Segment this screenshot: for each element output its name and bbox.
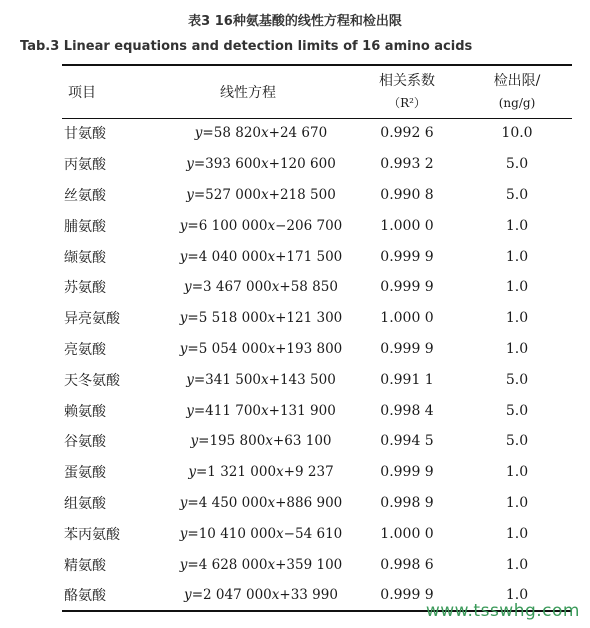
cell-amino-acid: 亮氨酸 <box>64 341 106 358</box>
cell-linear-equation: y=4 040 000x+171 500 <box>179 248 343 265</box>
cell-linear-equation: y=6 100 000x−206 700 <box>179 217 343 234</box>
table-row <box>62 303 572 334</box>
cell-detection-limit: 1.0 <box>505 340 529 357</box>
cell-correlation: 0.998 9 <box>380 494 434 511</box>
cell-linear-equation: y=5 054 000x+193 800 <box>179 340 343 357</box>
table-row <box>62 395 572 426</box>
header-correlation-line1: 相关系数 <box>379 73 435 89</box>
cell-correlation: 0.998 6 <box>380 556 434 573</box>
header-correlation <box>352 66 462 118</box>
table-row <box>62 518 572 549</box>
cell-correlation: 1.000 0 <box>380 525 434 542</box>
cell-amino-acid: 丙氨酸 <box>64 157 106 174</box>
cell-detection-limit: 5.0 <box>505 371 529 388</box>
cell-amino-acid: 蛋氨酸 <box>64 465 106 482</box>
header-item: 项目 <box>68 85 96 101</box>
header-correlation-line2: （R²） <box>388 96 426 110</box>
cell-amino-acid: 缬氨酸 <box>64 249 106 266</box>
table-row <box>62 334 572 365</box>
cell-correlation: 0.998 4 <box>380 402 434 419</box>
table-caption-chinese: 表3 16种氨基酸的线性方程和检出限 <box>188 14 402 29</box>
cell-correlation: 0.999 9 <box>380 464 434 481</box>
table-caption-english: Tab.3 Linear equations and detection limits of 16 amino acids <box>20 39 473 54</box>
table-row <box>62 426 572 457</box>
cell-detection-limit: 5.0 <box>505 433 529 450</box>
cell-linear-equation: y=527 000x+218 500 <box>186 186 336 203</box>
table-row <box>62 118 572 149</box>
cell-correlation: 0.999 9 <box>380 279 434 296</box>
cell-detection-limit: 5.0 <box>505 186 529 203</box>
table-row <box>62 272 572 303</box>
cell-amino-acid: 异亮氨酸 <box>64 311 120 328</box>
cell-detection-limit: 1.0 <box>505 556 529 573</box>
cell-linear-equation: y=10 410 000x−54 610 <box>179 525 343 542</box>
amino-acid-table <box>62 66 572 611</box>
header-detection-limit-line1: 检出限/ <box>493 73 541 89</box>
cell-detection-limit: 1.0 <box>505 525 529 542</box>
cell-amino-acid: 苯丙氨酸 <box>64 526 120 543</box>
table-row <box>62 149 572 180</box>
cell-linear-equation: y=58 820x+24 670 <box>194 125 328 142</box>
site-watermark: www.tsswhg.com <box>425 601 580 621</box>
cell-detection-limit: 1.0 <box>505 217 529 234</box>
cell-correlation: 0.999 9 <box>380 587 434 604</box>
table-row <box>62 549 572 580</box>
table-row <box>62 210 572 241</box>
cell-amino-acid: 天冬氨酸 <box>64 372 120 389</box>
header-detection-limit <box>462 66 572 118</box>
cell-amino-acid: 苏氨酸 <box>64 280 106 297</box>
cell-linear-equation: y=195 800x+63 100 <box>190 433 332 450</box>
cell-linear-equation: y=341 500x+143 500 <box>186 371 336 388</box>
table-row <box>62 180 572 211</box>
header-detection-limit-line2: (ng/g) <box>498 96 536 110</box>
cell-detection-limit: 1.0 <box>505 494 529 511</box>
cell-correlation: 0.994 5 <box>380 433 434 450</box>
table-header-row <box>62 66 572 118</box>
cell-amino-acid: 酪氨酸 <box>64 588 106 605</box>
cell-correlation: 1.000 0 <box>380 217 434 234</box>
cell-linear-equation: y=1 321 000x+9 237 <box>188 464 334 481</box>
cell-detection-limit: 1.0 <box>505 587 529 604</box>
cell-correlation: 0.990 8 <box>380 186 434 203</box>
cell-amino-acid: 丝氨酸 <box>64 187 106 204</box>
table-row <box>62 457 572 488</box>
cell-amino-acid: 精氨酸 <box>64 557 106 574</box>
cell-linear-equation: y=393 600x+120 600 <box>186 156 336 173</box>
cell-amino-acid: 脯氨酸 <box>64 218 106 235</box>
cell-correlation: 0.999 9 <box>380 340 434 357</box>
table-body <box>62 118 572 611</box>
table-row <box>62 364 572 395</box>
table-row <box>62 241 572 272</box>
cell-correlation: 0.993 2 <box>380 156 434 173</box>
cell-detection-limit: 5.0 <box>505 156 529 173</box>
table-row <box>62 488 572 519</box>
cell-detection-limit: 5.0 <box>505 402 529 419</box>
cell-linear-equation: y=4 450 000x+886 900 <box>179 494 343 511</box>
cell-detection-limit: 10.0 <box>501 125 533 142</box>
cell-correlation: 0.992 6 <box>380 125 434 142</box>
cell-linear-equation: y=5 518 000x+121 300 <box>179 310 343 327</box>
cell-amino-acid: 甘氨酸 <box>64 126 106 143</box>
cell-amino-acid: 组氨酸 <box>64 495 106 512</box>
cell-amino-acid: 谷氨酸 <box>64 434 106 451</box>
cell-correlation: 0.999 9 <box>380 248 434 265</box>
cell-detection-limit: 1.0 <box>505 279 529 296</box>
cell-correlation: 1.000 0 <box>380 310 434 327</box>
header-equation: 线性方程 <box>220 85 276 101</box>
cell-detection-limit: 1.0 <box>505 464 529 481</box>
cell-detection-limit: 1.0 <box>505 248 529 265</box>
cell-linear-equation: y=3 467 000x+58 850 <box>184 279 338 296</box>
cell-detection-limit: 1.0 <box>505 310 529 327</box>
cell-linear-equation: y=2 047 000x+33 990 <box>184 587 338 604</box>
cell-amino-acid: 赖氨酸 <box>64 403 106 420</box>
cell-linear-equation: y=4 628 000x+359 100 <box>179 556 343 573</box>
cell-linear-equation: y=411 700x+131 900 <box>186 402 336 419</box>
cell-correlation: 0.991 1 <box>380 371 434 388</box>
